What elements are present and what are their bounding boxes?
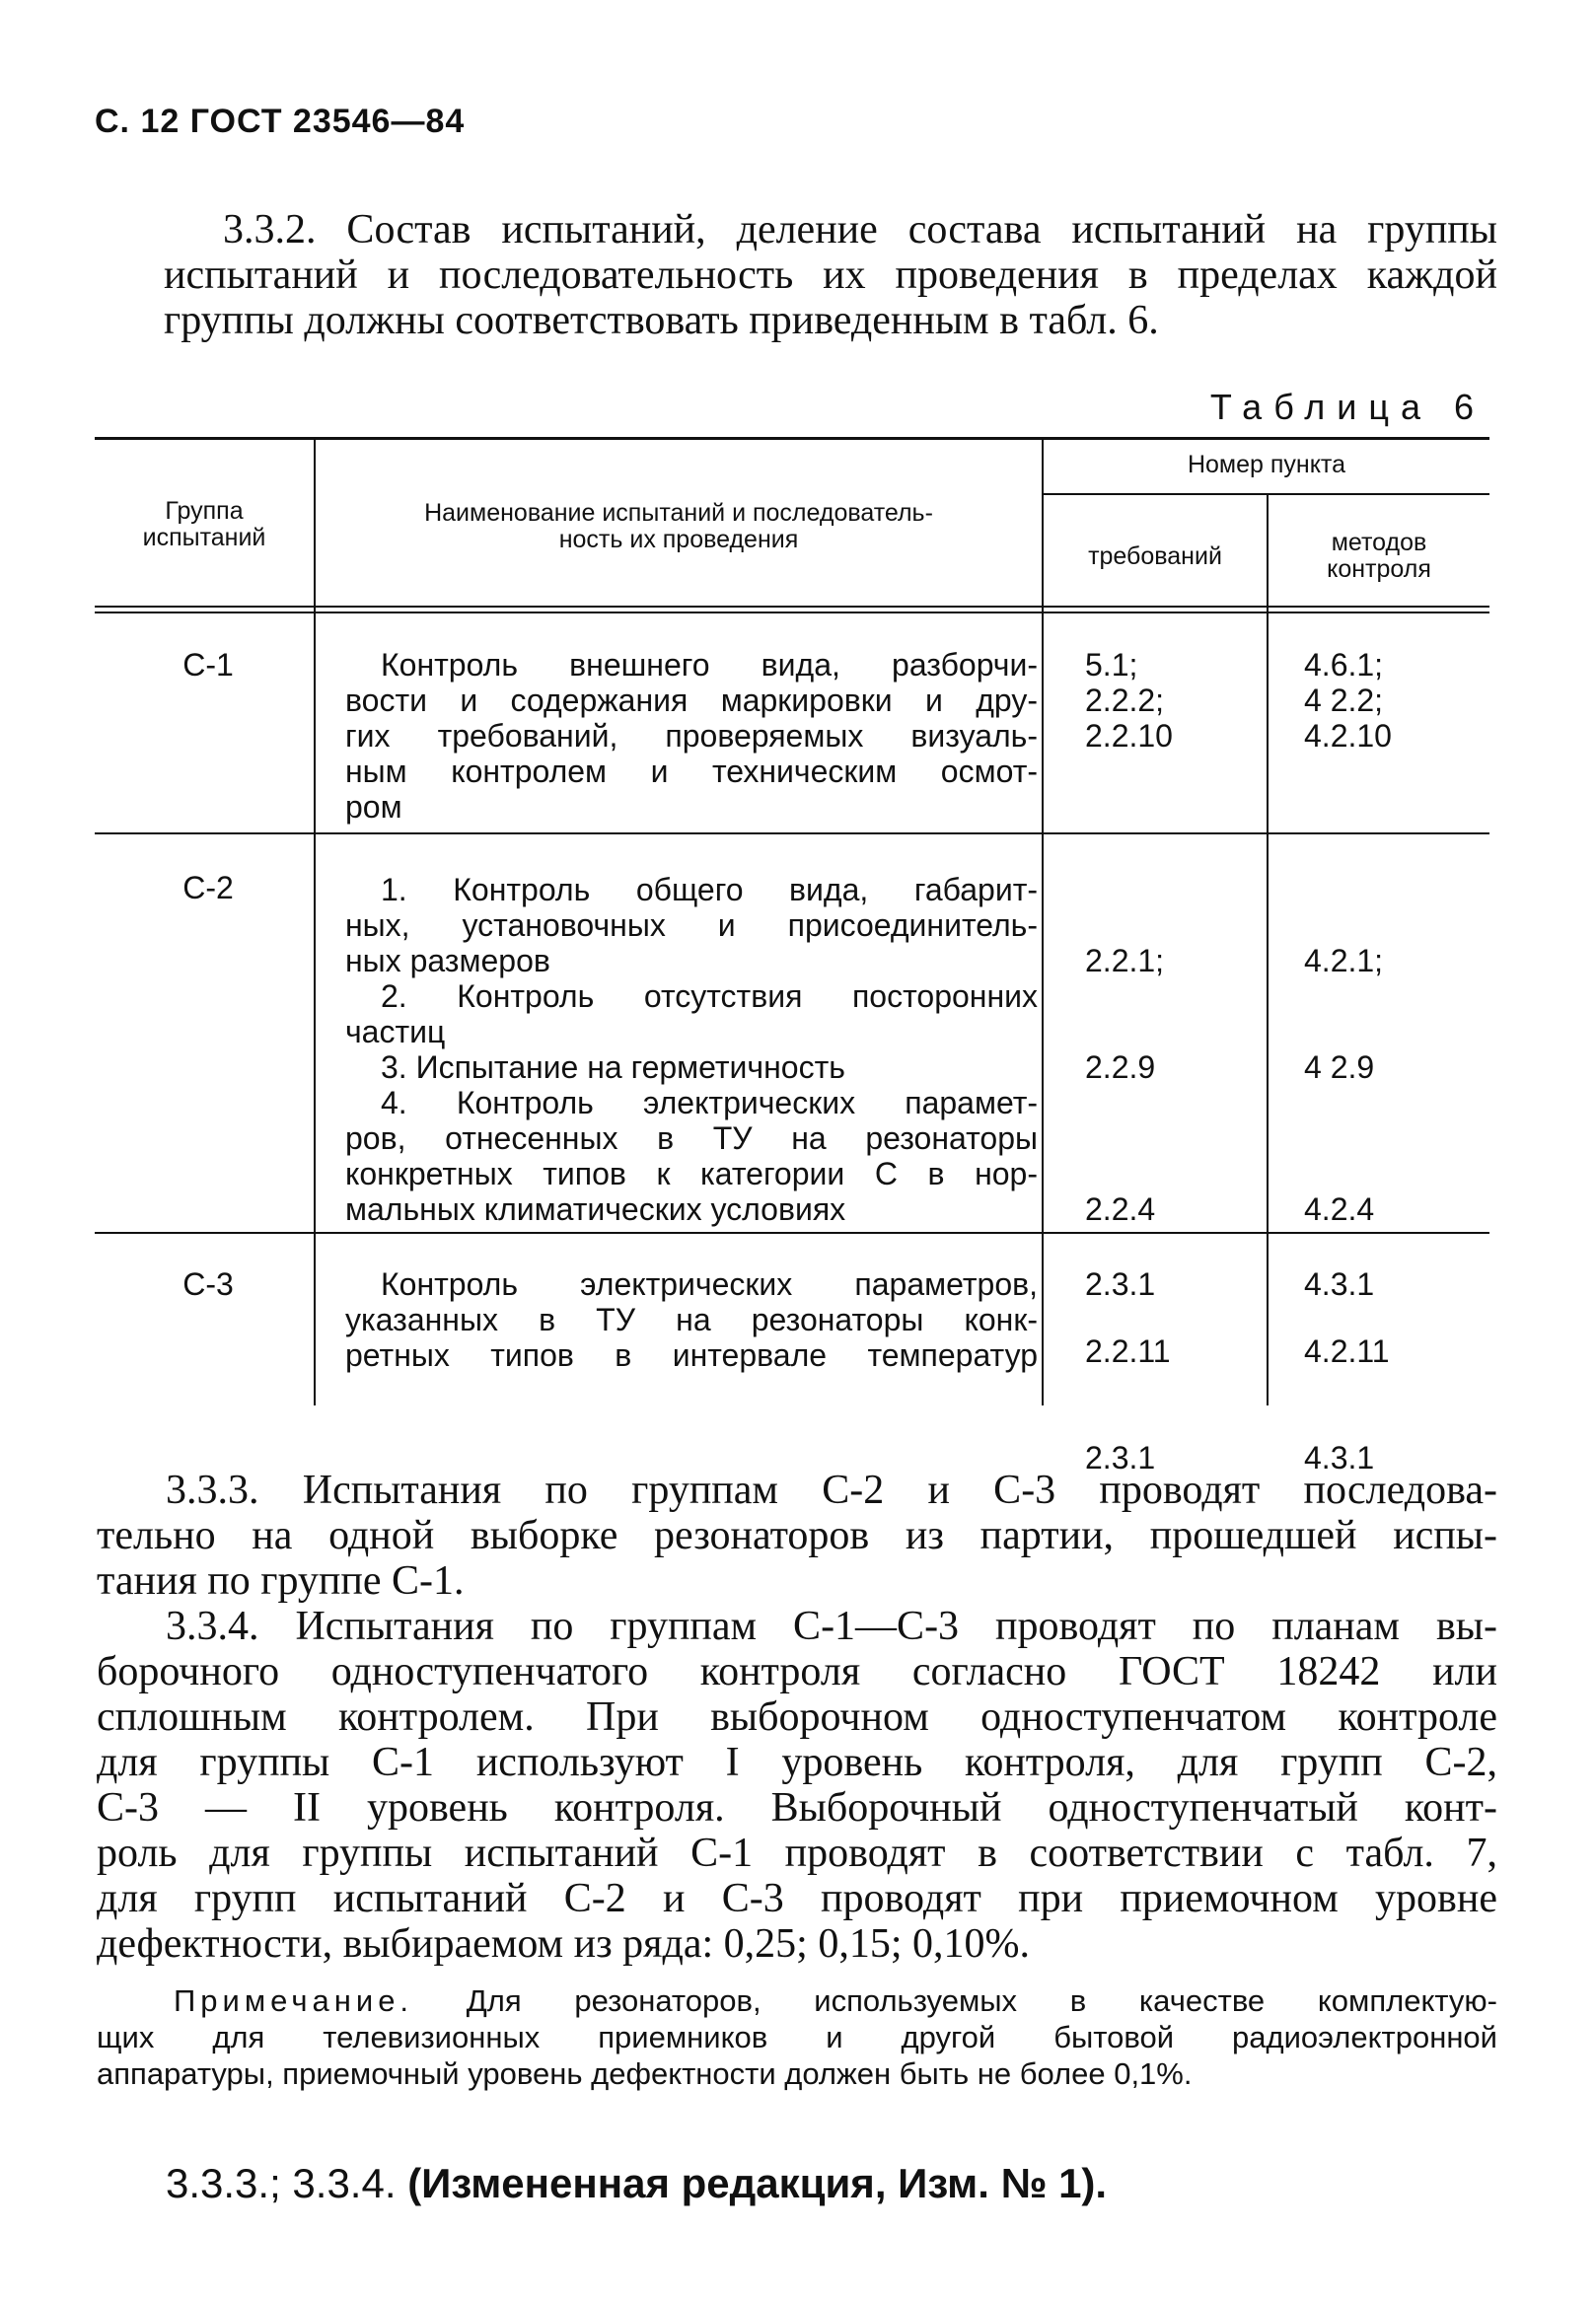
req-value: 2.2.1; — [1085, 943, 1165, 978]
text-line: сплошным контролем. При выборочном одноступенчатом контроле — [97, 1694, 1497, 1740]
note-line: аппаратуры, приемочный уровень дефектности должен быть не более 0,1%. — [97, 2056, 1193, 2091]
text-line: тания по группе С-1. — [97, 1558, 465, 1604]
header-method — [1269, 530, 1489, 583]
table-row-req — [1085, 647, 1173, 754]
note-block — [97, 1982, 1497, 2092]
header-text: контроля — [1327, 555, 1431, 583]
text-line: группы должны соответствовать приведенным в табл. 6. — [164, 298, 1159, 343]
paragraph-3-3-4 — [97, 1604, 1497, 1967]
text-line: 3.3.2. Состав испытаний, деление состава испытаний на группы — [223, 207, 1497, 252]
desc-line: ретных типов в интервале температур — [345, 1337, 1038, 1373]
amendment-text: (Измененная редакция, Изм. № 1). — [407, 2160, 1108, 2206]
desc-line: 1. Контроль общего вида, габарит- — [381, 872, 1038, 907]
header-name — [316, 500, 1042, 553]
method-value: 4 2.9 — [1304, 1049, 1375, 1085]
table-row-description — [345, 647, 1038, 825]
note-text: Для резонаторов, используемых в качестве комплектую- — [466, 1983, 1497, 2018]
desc-line: частиц — [345, 1014, 446, 1049]
desc-line: ным контролем и техническим осмот- — [345, 754, 1038, 789]
desc-line: указанных в ТУ на резонаторы конк- — [345, 1302, 1038, 1337]
note-line — [97, 1982, 1497, 2019]
req-value: 2.2.11 — [1085, 1333, 1171, 1369]
desc-line: ров, отнесенных в ТУ на резонаторы — [345, 1120, 1038, 1156]
header-text: методов — [1331, 529, 1427, 556]
header-group — [95, 498, 314, 551]
table-row-rule — [95, 1232, 1489, 1234]
amendment-ref: 3.3.3.; 3.3.4. — [166, 2160, 397, 2206]
desc-line: мальных климатических условиях — [345, 1191, 846, 1227]
table-row-method: 4.3.1 — [1304, 1266, 1375, 1302]
req-value: 2.2.9 — [1085, 1049, 1156, 1085]
text-line: С-3 — II уровень контроля. Выборочный одноступенчатый конт- — [97, 1785, 1497, 1831]
header-text: ность их проведения — [558, 526, 799, 553]
method-value: 4.2.10 — [1304, 718, 1392, 754]
text-line: 3.3.3. Испытания по группам С-2 и С-3 проводят последова- — [166, 1468, 1497, 1513]
table-col-rule — [1267, 493, 1269, 1405]
desc-line: ных, установочных и присоединитель- — [345, 907, 1038, 943]
table-row-group: С-1 — [182, 647, 234, 683]
text-line: тельно на одной выборке резонаторов из партии, прошедшей испы- — [97, 1513, 1497, 1558]
text-line: испытаний и последовательность их проведения в пределах каждой — [164, 252, 1497, 298]
method-value: 4 2.2; — [1304, 683, 1384, 718]
req-value: 2.2.4 — [1085, 1191, 1156, 1227]
table-top-rule — [95, 437, 1489, 440]
desc-line: ных размеров — [345, 943, 550, 978]
table-header-rule-1 — [95, 606, 1489, 608]
table-row-method — [1304, 647, 1392, 754]
desc-line: Контроль электрических параметров, — [381, 1266, 1038, 1302]
header-text: Группа — [165, 497, 244, 525]
method-value: 4.3.1 — [1304, 1440, 1375, 1475]
paragraph-3-3-2 — [97, 207, 1497, 343]
desc-line: 2. Контроль отсутствия посторонних — [381, 978, 1038, 1014]
paragraph-3-3-3 — [97, 1468, 1497, 1604]
method-value: 4.2.1; — [1304, 943, 1384, 978]
method-value: 4.2.4 — [1304, 1191, 1375, 1227]
text-line: для группы С-1 используют I уровень контроля, для групп С-2, — [97, 1740, 1497, 1785]
table-header-rule-2 — [95, 612, 1489, 613]
note-label: Примечание. — [174, 1983, 414, 2018]
req-value: 2.3.1 — [1085, 1440, 1156, 1475]
table-row-group: С-3 — [182, 1266, 234, 1302]
table-row-group: С-2 — [182, 870, 234, 905]
page-header: С. 12 ГОСТ 23546—84 — [95, 103, 466, 140]
desc-line: ром — [345, 789, 402, 825]
header-req: требований — [1088, 542, 1222, 570]
method-value: 4.2.11 — [1304, 1333, 1390, 1369]
table-label: Таблица 6 — [1209, 387, 1486, 427]
table-col-rule — [1042, 437, 1044, 1405]
req-value: 2.2.10 — [1085, 718, 1173, 754]
text-line: для групп испытаний С-2 и С-3 проводят при приемочном уровне — [97, 1876, 1497, 1921]
header-text: испытаний — [142, 524, 266, 551]
header-number: Номер пункта — [1187, 451, 1346, 478]
table-row-method — [1304, 872, 1390, 1547]
amendment-note — [166, 2160, 1107, 2207]
table-row-rule — [95, 832, 1489, 834]
req-value: 5.1; — [1085, 647, 1138, 683]
desc-line: 4. Контроль электрических парамет- — [381, 1085, 1038, 1120]
text-line: роль для группы испытаний С-1 проводят в соответствии с табл. 7, — [97, 1831, 1497, 1876]
table-row-description — [345, 872, 1038, 1227]
text-line: 3.3.4. Испытания по группам С-1—С-3 проводят по планам вы- — [166, 1604, 1497, 1649]
desc-line: вости и содержания маркировки и дру- — [345, 683, 1038, 718]
text-line: дефектности, выбираемом из ряда: 0,25; 0,15; 0,10%. — [97, 1921, 1031, 1967]
method-value: 4.6.1; — [1304, 647, 1384, 683]
table-row-description — [345, 1266, 1038, 1373]
desc-line: 3. Испытание на герметичность — [381, 1049, 845, 1085]
desc-line: Контроль внешнего вида, разборчи- — [381, 647, 1038, 683]
table-col-rule — [314, 437, 316, 1405]
header-text: Наименование испытаний и последователь- — [424, 499, 933, 527]
desc-line: конкретных типов к категории С в нор- — [345, 1156, 1038, 1191]
table-row-req — [1085, 872, 1171, 1547]
text-line: борочного одноступенчатого контроля согласно ГОСТ 18242 или — [97, 1649, 1497, 1694]
desc-line: гих требований, проверяемых визуаль- — [345, 718, 1038, 754]
req-value: 2.2.2; — [1085, 683, 1165, 718]
note-line: щих для телевизионных приемников и другой бытовой радиоэлектронной — [97, 2020, 1497, 2054]
table-row-req: 2.3.1 — [1085, 1266, 1156, 1302]
